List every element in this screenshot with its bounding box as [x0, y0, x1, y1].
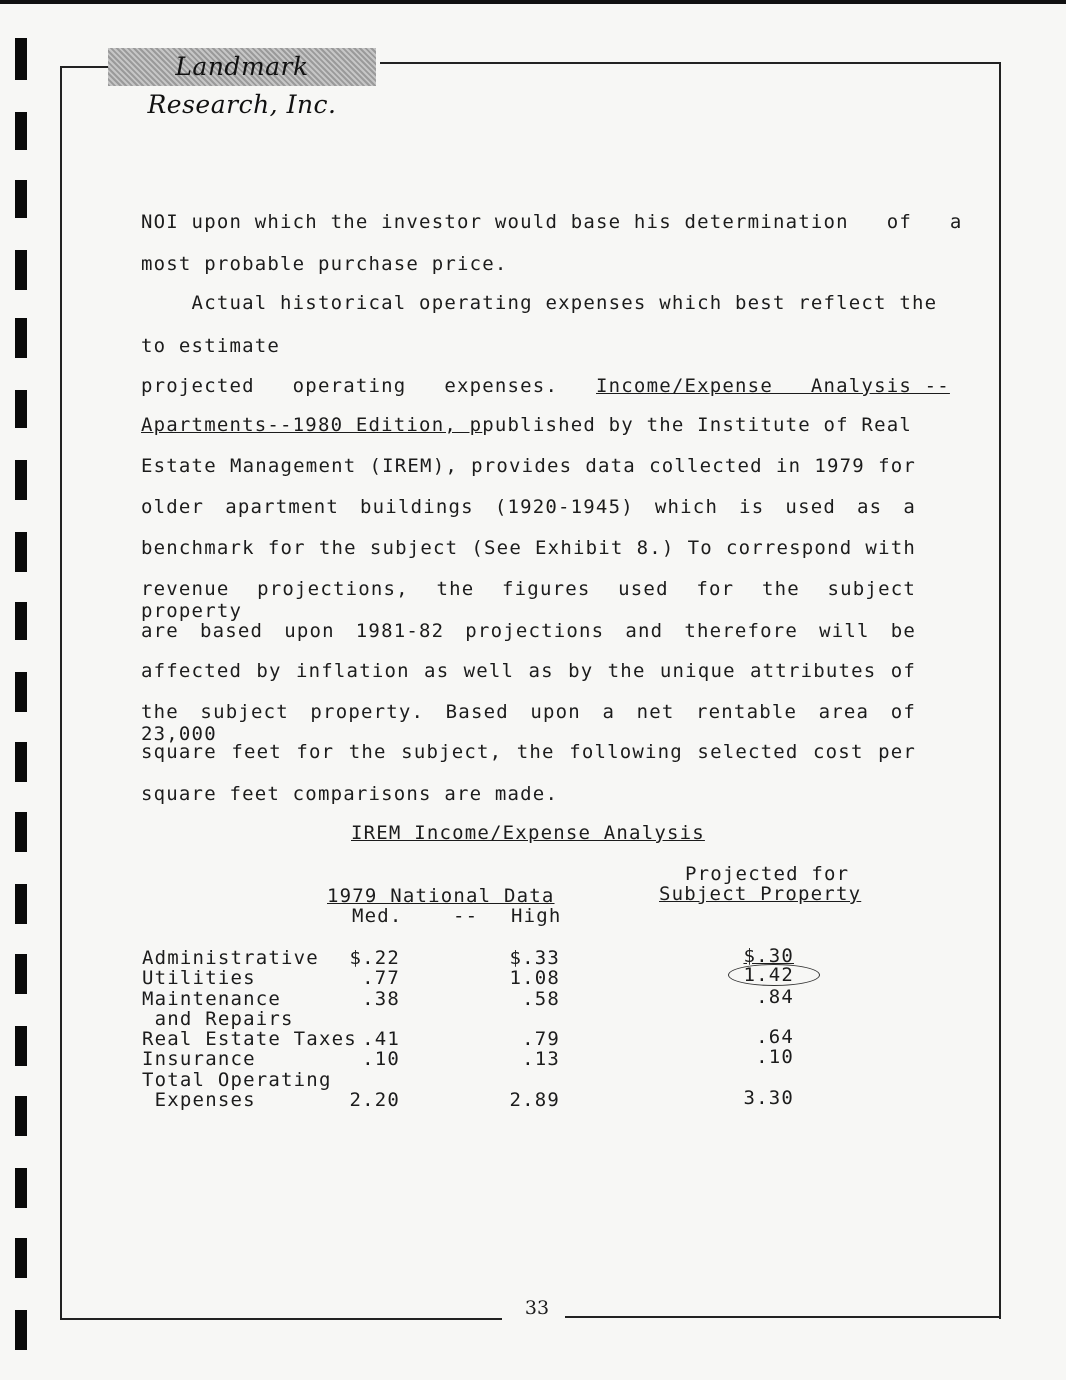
binding-mark	[15, 180, 27, 218]
row-label: Administrative	[142, 947, 319, 969]
row-label: and Repairs	[142, 1008, 294, 1030]
binding-mark	[15, 742, 27, 782]
frame-border	[60, 1318, 502, 1320]
binding-mark	[15, 250, 27, 290]
frame-border	[999, 62, 1001, 1319]
frame-border	[60, 66, 62, 1319]
row-med: .77	[362, 967, 400, 989]
row-projected: .10	[756, 1046, 794, 1068]
body-line: most probable purchase price.	[141, 253, 508, 275]
column-header-separator: --	[453, 905, 479, 927]
binding-mark	[15, 460, 27, 500]
row-label: Expenses	[142, 1089, 256, 1111]
row-projected: 3.30	[743, 1087, 794, 1109]
body-line: NOI upon which the investor would base his determination of a	[141, 211, 963, 233]
row-high: .79	[522, 1028, 560, 1050]
binding-mark	[15, 38, 27, 80]
binding-mark	[15, 390, 27, 428]
body-line: square feet comparisons are made.	[141, 783, 559, 805]
body-line	[141, 375, 950, 397]
row-label: Utilities	[142, 967, 256, 989]
binding-mark	[15, 1168, 27, 1208]
row-projected: .64	[756, 1026, 794, 1048]
binding-mark	[15, 884, 27, 924]
row-label: Insurance	[142, 1048, 256, 1070]
body-line: to estimate	[141, 335, 281, 357]
row-med: .41	[362, 1028, 400, 1050]
projected-header: Projected for	[685, 863, 850, 885]
body-line-text: projected operating expenses.	[141, 375, 597, 397]
body-line: square feet for the subject, the following selected cost per	[141, 741, 916, 763]
publication-title: Income/Expense Analysis --	[596, 375, 950, 397]
row-med: .38	[362, 988, 400, 1010]
row-high: .13	[522, 1048, 560, 1070]
column-header-med: Med.	[352, 905, 403, 927]
row-med: .10	[362, 1048, 400, 1070]
binding-mark	[15, 602, 27, 640]
binding-mark	[15, 1026, 27, 1066]
row-high: $.33	[509, 947, 560, 969]
row-med: $.22	[349, 947, 400, 969]
table-title: IREM Income/Expense Analysis	[351, 822, 705, 844]
projected-header: Subject Property	[659, 883, 862, 905]
row-label: Maintenance	[142, 988, 282, 1010]
row-label: Total Operating	[142, 1069, 332, 1091]
row-high: .58	[522, 988, 560, 1010]
frame-border	[60, 66, 108, 68]
binding-mark	[15, 812, 27, 852]
body-line: affected by inflation as well as by the unique attributes of	[141, 660, 916, 682]
binding-mark	[15, 532, 27, 572]
binding-mark	[15, 1310, 27, 1350]
row-projected: .84	[756, 986, 794, 1008]
binding-mark	[15, 1238, 27, 1278]
binding-mark	[15, 1096, 27, 1136]
binding-mark	[15, 954, 27, 994]
body-line: Estate Management (IREM), provides data collected in 1979 for	[141, 455, 916, 477]
body-line: benchmark for the subject (See Exhibit 8.) To correspond with	[141, 537, 916, 559]
body-line: the subject property. Based upon a net rentable area of 23,000	[141, 701, 916, 745]
page-number: 33	[524, 1297, 550, 1319]
row-projected: 1.42	[743, 964, 794, 986]
body-line-text: published by the Institute of Real	[482, 414, 912, 436]
binding-mark	[15, 318, 27, 358]
body-line: are based upon 1981-82 projections and therefore will be	[141, 620, 916, 642]
top-edge-line	[0, 0, 1066, 4]
frame-border	[565, 1316, 1001, 1318]
publication-title-cont: Apartments--1980 Edition, p	[141, 414, 483, 436]
binding-mark	[15, 112, 27, 150]
body-line	[141, 414, 916, 436]
body-line: revenue projections, the figures used for the subject property	[141, 578, 916, 622]
row-projected: $.30	[743, 945, 794, 967]
row-label: Real Estate Taxes	[142, 1028, 357, 1050]
row-high: 2.89	[509, 1089, 560, 1111]
row-med: 2.20	[349, 1089, 400, 1111]
frame-border	[380, 62, 1001, 64]
body-line: Actual historical operating expenses which best reflect the	[141, 292, 938, 314]
row-high: 1.08	[509, 967, 560, 989]
company-logo: Landmark Research, Inc.	[108, 48, 376, 86]
binding-mark	[15, 672, 27, 712]
body-line: older apartment buildings (1920-1945) which is used as a	[141, 496, 916, 518]
column-header-high: High	[511, 905, 562, 927]
national-data-header: 1979 National Data	[327, 885, 555, 907]
